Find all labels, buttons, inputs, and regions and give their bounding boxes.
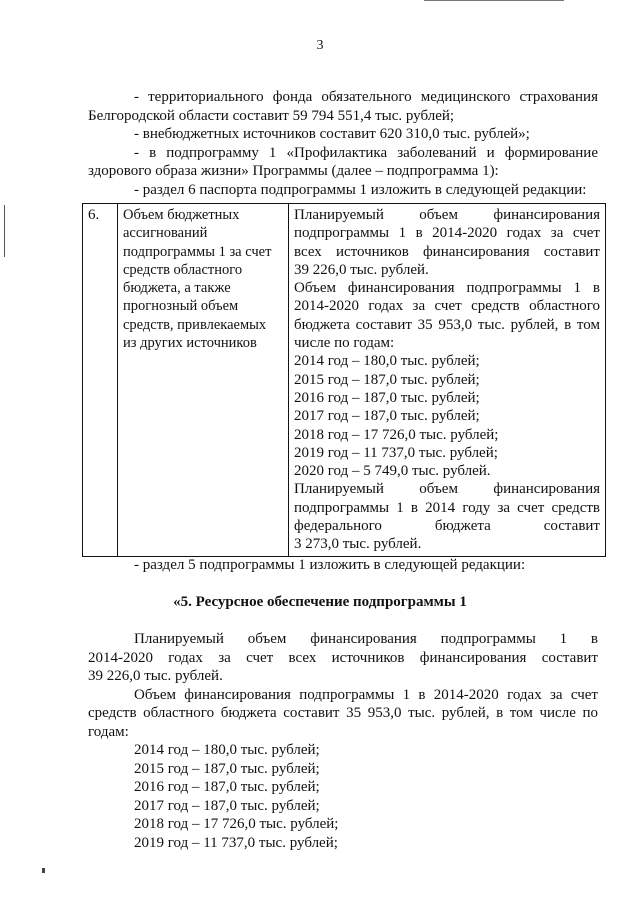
- body-section: [88, 630, 598, 852]
- value-line: 2014 год – 180,0 тыс. рублей;: [294, 353, 480, 370]
- scan-edge-line: [424, 0, 564, 1]
- value-line: подпрограммы 1 в 2014-2020 годах за счет: [294, 225, 600, 242]
- value-line: 3 273,0 тыс. рублей.: [294, 536, 422, 553]
- scan-dot-mark: [42, 868, 45, 873]
- body-line: Объем финансирования подпрограммы 1 в 2014-2020 годах за счет: [134, 686, 598, 703]
- value-line: бюджета составит 35 953,0 тыс. рублей, в том: [294, 316, 600, 333]
- body-line: 2016 год – 187,0 тыс. рублей;: [134, 779, 320, 795]
- value-line: Планируемый объем финансирования: [294, 481, 600, 498]
- value-line: 39 226,0 тыс. рублей.: [294, 261, 429, 278]
- value-line: 2016 год – 187,0 тыс. рублей;: [294, 389, 480, 406]
- value-line: федерального бюджета составит: [294, 518, 600, 535]
- table-row: [83, 204, 606, 557]
- intro-line: - территориального фонда обязательного медицинского страхования: [134, 89, 598, 105]
- intro-line: - внебюджетных источников составит 620 310,0 тыс. рублей»;: [134, 126, 530, 142]
- value-line: числе по годам:: [294, 335, 395, 352]
- intro-line: - в подпрограмму 1 «Профилактика заболеваний и формирование: [134, 144, 598, 161]
- body-line: средств областного бюджета составит 35 953,0 тыс. рублей, в том числе по: [88, 705, 598, 721]
- value-line: 2015 год – 187,0 тыс. рублей;: [294, 371, 480, 388]
- body-line: 39 226,0 тыс. рублей.: [88, 668, 223, 684]
- value-line: 2017 год – 187,0 тыс. рублей;: [294, 408, 480, 425]
- body-line: 2017 год – 187,0 тыс. рублей;: [134, 797, 320, 814]
- body-line: 2018 год – 17 726,0 тыс. рублей;: [134, 816, 339, 832]
- value-line: 2018 год – 17 726,0 тыс. рублей;: [294, 426, 499, 443]
- body-line: 2019 год – 11 737,0 тыс. рублей;: [134, 834, 338, 851]
- after-table-section: [88, 556, 598, 575]
- intro-line: здорового образа жизни» Программы (далее – подпрограмма 1):: [88, 163, 499, 179]
- body-line: Планируемый объем финансирования подпрограммы 1 в: [134, 631, 598, 647]
- body-line: годам:: [88, 723, 129, 740]
- value-line: Объем финансирования подпрограммы 1 в: [294, 280, 600, 297]
- value-line: 2019 год – 11 737,0 тыс. рублей;: [294, 444, 498, 461]
- row-value: [289, 204, 606, 557]
- row-number: 6.: [83, 204, 118, 557]
- value-line: 2014-2020 годах за счет средств областного: [294, 298, 600, 315]
- after-table-line: - раздел 5 подпрограммы 1 изложить в следующей редакции:: [134, 557, 526, 573]
- scan-margin-mark: [4, 205, 5, 257]
- body-line: 2014-2020 годах за счет всех источников финансирования составит: [88, 649, 598, 666]
- value-line: подпрограммы 1 в 2014 году за счет средств: [294, 499, 600, 516]
- value-line: Планируемый объем финансирования: [294, 207, 600, 223]
- value-line: всех источников финансирования составит: [294, 243, 600, 260]
- intro-line: Белгородской области составит 59 794 551,4 тыс. рублей;: [88, 107, 455, 124]
- body-line: 2014 год – 180,0 тыс. рублей;: [134, 742, 320, 758]
- value-line: 2020 год – 5 749,0 тыс. рублей.: [294, 463, 491, 480]
- section-heading: «5. Ресурсное обеспечение подпрограммы 1: [173, 594, 467, 610]
- passport-table: [82, 203, 606, 557]
- intro-section: [88, 88, 598, 199]
- row-title: Объем бюджетных ассигнований подпрограммы 1 за счет средств областного бюджета, а также прогнозный объем средств, привлекаемых из других источников: [118, 204, 289, 557]
- body-line: 2015 год – 187,0 тыс. рублей;: [134, 760, 320, 777]
- intro-line: - раздел 6 паспорта подпрограммы 1 изложить в следующей редакции:: [134, 181, 587, 198]
- page-number: 3: [316, 38, 324, 53]
